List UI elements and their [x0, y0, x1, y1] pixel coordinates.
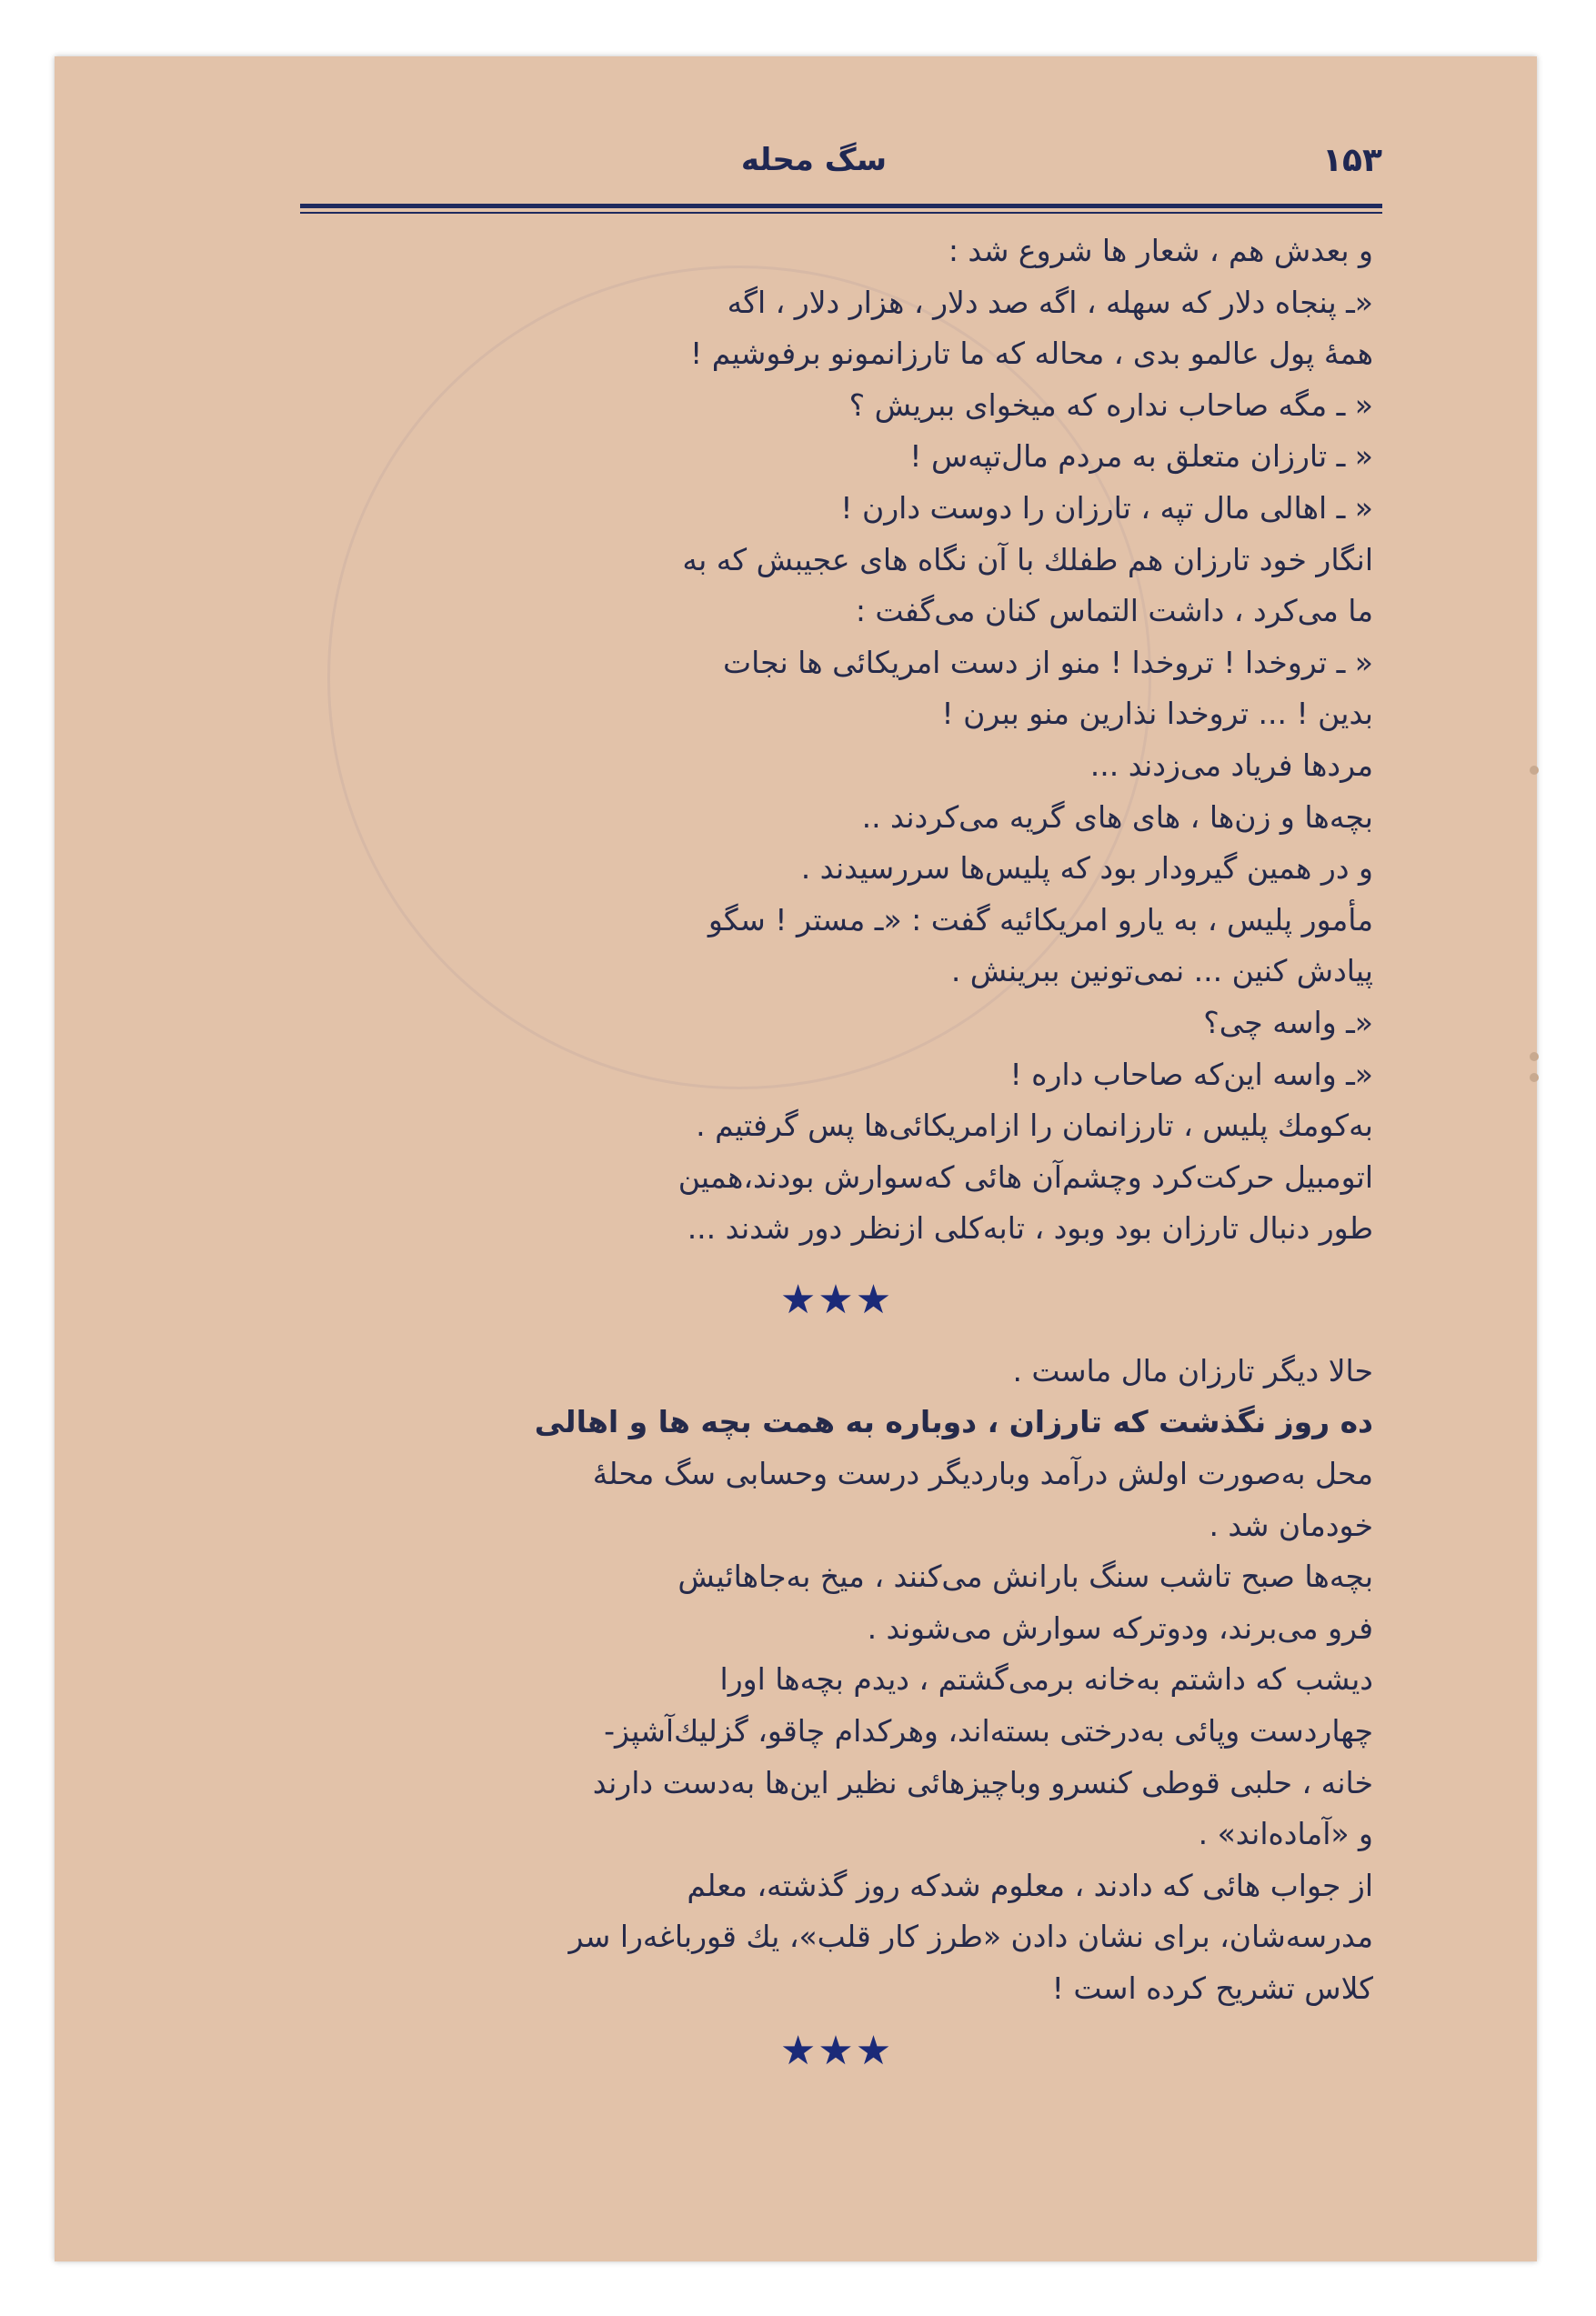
text-line: ما می‌کرد ، داشت التماس کنان می‌گفت : [855, 593, 1373, 629]
text-line: طور دنبال تارزان بود وبود ، تابه‌کلی ازنظر دور شدند ... [687, 1210, 1373, 1247]
text-line: و در همین گیرودار بود که پلیس‌ها سررسیدند . [800, 850, 1373, 887]
text-line: پیادش کنین ... نمی‌تونین ببرینش . [950, 953, 1373, 989]
text-line: بچه‌ها صبح تاشب سنگ بارانش می‌کنند ، میخ به‌جاهائیش [678, 1559, 1373, 1595]
header-rule [300, 204, 1382, 208]
text-line-bold: ده روز نگذشت که تارزان ، دوباره به همت بچه ها و اهالی [534, 1404, 1373, 1440]
body-text [300, 226, 1373, 2088]
text-line: اتومبیل حرکت‌کرد وچشم‌آن هائی که‌سوارش بودند،همین [678, 1158, 1373, 1195]
text-line: خانه ، حلبی قوطی کنسرو وباچیزهائی نظیر این‌ها به‌دست دارند [592, 1764, 1373, 1800]
text-line: «ـ واسه چی؟ [1203, 1004, 1373, 1040]
text-line: و «آماده‌اند» . [1198, 1816, 1373, 1852]
running-title: سگ محله [740, 142, 888, 178]
text-line: خودمان شد . [1209, 1507, 1373, 1543]
text-line: همهٔ پول عالمو بدی ، محاله که ما تارزانمونو برفوشیم ! [690, 336, 1373, 372]
text-line: « ـ تارزان متعلق به مردم مال‌تپه‌س ! [909, 438, 1373, 475]
text-line: «ـ پنجاه دلار که سهله ، اگه صد دلار ، هزار دلار ، اگه [727, 284, 1373, 320]
text-line: به‌کومك پلیس ، تارزانمان را ازامریکائی‌ها پس گرفتیم . [696, 1108, 1373, 1144]
text-line: چهاردست وپائی به‌درختی بسته‌اند، وهرکدام چاقو، گزلیك‌آشپز- [604, 1713, 1373, 1750]
text-line: دیشب که داشتم به‌خانه برمی‌گشتم ، دیدم بچه‌ها اورا [719, 1661, 1373, 1698]
page-header [246, 136, 1382, 189]
section-divider-stars: ★★★ [779, 1276, 894, 1323]
page-number: ۱۵۳ [1322, 142, 1382, 179]
text-line: مأمور پلیس ، به یارو امریکائیه گفت : «ـ مستر ! سگو [708, 901, 1373, 937]
text-line: از جواب هائی که دادند ، معلوم شدکه روز گذشته، معلم [687, 1867, 1373, 1903]
text-line: حالا دیگر تارزان مال ماست . [1012, 1352, 1373, 1389]
binding-hole [1530, 1073, 1539, 1082]
text-line: کلاس تشریح کرده است ! [1051, 1970, 1373, 2006]
binding-hole [1530, 766, 1539, 775]
text-line: محل به‌صورت اولش درآمد وباردیگر درست وحسابی سگ محلهٔ [592, 1456, 1373, 1492]
section-divider-stars: ★★★ [779, 2027, 894, 2074]
text-line: بدین ! ... تروخدا نذارین منو ببرن ! [941, 696, 1373, 732]
header-rule-thin [300, 212, 1382, 214]
text-line: « ـ اهالی مال تپه ، تارزان را دوست دارن ! [840, 489, 1373, 526]
text-line: مدرسه‌شان، برای نشان دادن «طرز کار قلب»، یك قورباغه‌را سر [568, 1919, 1373, 1955]
text-line: و بعدش هم ، شعار ها شروع شد : [948, 233, 1373, 268]
text-line: بچه‌ها و زن‌ها ، های های گریه می‌کردند .. [861, 798, 1373, 835]
text-line: «ـ واسه این‌که صاحاب داره ! [1009, 1056, 1373, 1092]
binding-hole [1530, 1052, 1539, 1061]
text-line: انگار خود تارزان هم طفلك با آن نگاه های عجیبش که به [682, 541, 1373, 577]
text-line: « ـ تروخدا ! تروخدا ! منو از دست امریکائی ها نجات [723, 644, 1373, 680]
text-line: مردها فریاد می‌زدند ... [1089, 747, 1373, 783]
text-line: « ـ مگه صاحاب نداره که میخوای ببریش ؟ [848, 386, 1373, 423]
text-line: فرو می‌برند، ودوترکه سوارش می‌شوند . [867, 1609, 1373, 1646]
